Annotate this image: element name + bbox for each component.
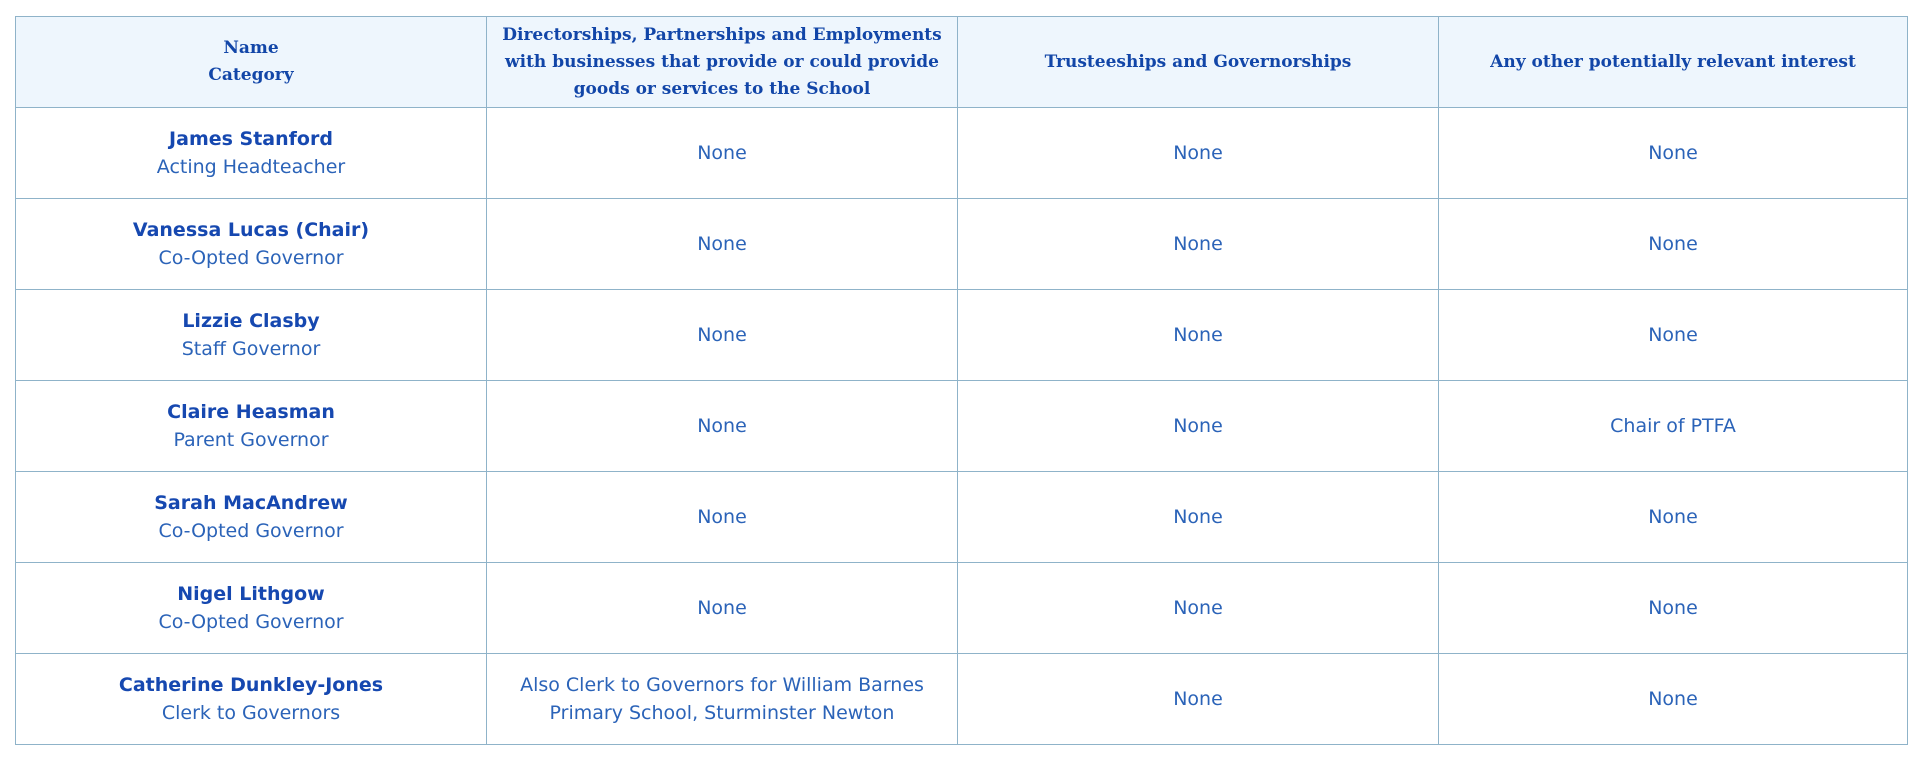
person-name: Claire Heasman [167, 401, 335, 423]
directorships-cell: None [487, 199, 958, 290]
other-interest-cell: None [1439, 654, 1908, 745]
header-category: Category [208, 65, 294, 85]
person-category: Co-Opted Governor [158, 247, 344, 269]
trusteeships-cell: None [958, 290, 1439, 381]
person-name: Catherine Dunkley-Jones [118, 674, 384, 696]
person-category: Co-Opted Governor [158, 520, 344, 542]
person-cell [16, 199, 487, 290]
person-cell [16, 472, 487, 563]
person-name: James Stanford [169, 128, 333, 150]
directorships-cell: None [487, 472, 958, 563]
person-category: Staff Governor [181, 338, 321, 360]
person-category: Co-Opted Governor [158, 611, 344, 633]
other-interest-cell: None [1439, 290, 1908, 381]
person-category: Acting Headteacher [156, 156, 346, 178]
header-row [16, 17, 1908, 108]
header-name: Name [223, 38, 279, 58]
person-cell [16, 563, 487, 654]
person-name: Sarah MacAndrew [154, 492, 348, 514]
person-cell [16, 108, 487, 199]
directorships-cell: None [487, 381, 958, 472]
table-body [16, 108, 1908, 745]
table-row [16, 199, 1908, 290]
header-other-interest: Any other potentially relevant interest [1439, 17, 1908, 108]
directorships-cell: None [487, 563, 958, 654]
person-name: Vanessa Lucas (Chair) [132, 219, 370, 241]
table-row [16, 563, 1908, 654]
other-interest-cell: None [1439, 472, 1908, 563]
header-directorships: Directorships, Partnerships and Employments with businesses that provide or could provide goods or services to the School [487, 17, 958, 108]
person-category: Clerk to Governors [161, 702, 341, 724]
person-category: Parent Governor [173, 429, 329, 451]
header-name-category [16, 17, 487, 108]
table-row [16, 381, 1908, 472]
trusteeships-cell: None [958, 381, 1439, 472]
table-row [16, 654, 1908, 745]
table-row [16, 108, 1908, 199]
other-interest-cell: None [1439, 199, 1908, 290]
person-name: Nigel Lithgow [177, 583, 325, 605]
trusteeships-cell: None [958, 472, 1439, 563]
header-trusteeships: Trusteeships and Governorships [958, 17, 1439, 108]
trusteeships-cell: None [958, 108, 1439, 199]
trusteeships-cell: None [958, 654, 1439, 745]
person-cell [16, 654, 487, 745]
trusteeships-cell: None [958, 199, 1439, 290]
table-header [16, 17, 1908, 108]
directorships-cell: None [487, 108, 958, 199]
other-interest-cell: None [1439, 108, 1908, 199]
other-interest-cell: None [1439, 563, 1908, 654]
register-of-interests [15, 16, 1907, 745]
directorships-cell: Also Clerk to Governors for William Barnes Primary School, Sturminster Newton [487, 654, 958, 745]
person-cell [16, 290, 487, 381]
trusteeships-cell: None [958, 563, 1439, 654]
table-row [16, 290, 1908, 381]
directorships-cell: None [487, 290, 958, 381]
other-interest-cell: Chair of PTFA [1439, 381, 1908, 472]
table-row [16, 472, 1908, 563]
person-name: Lizzie Clasby [182, 310, 320, 332]
person-cell [16, 381, 487, 472]
interests-table [15, 16, 1908, 745]
